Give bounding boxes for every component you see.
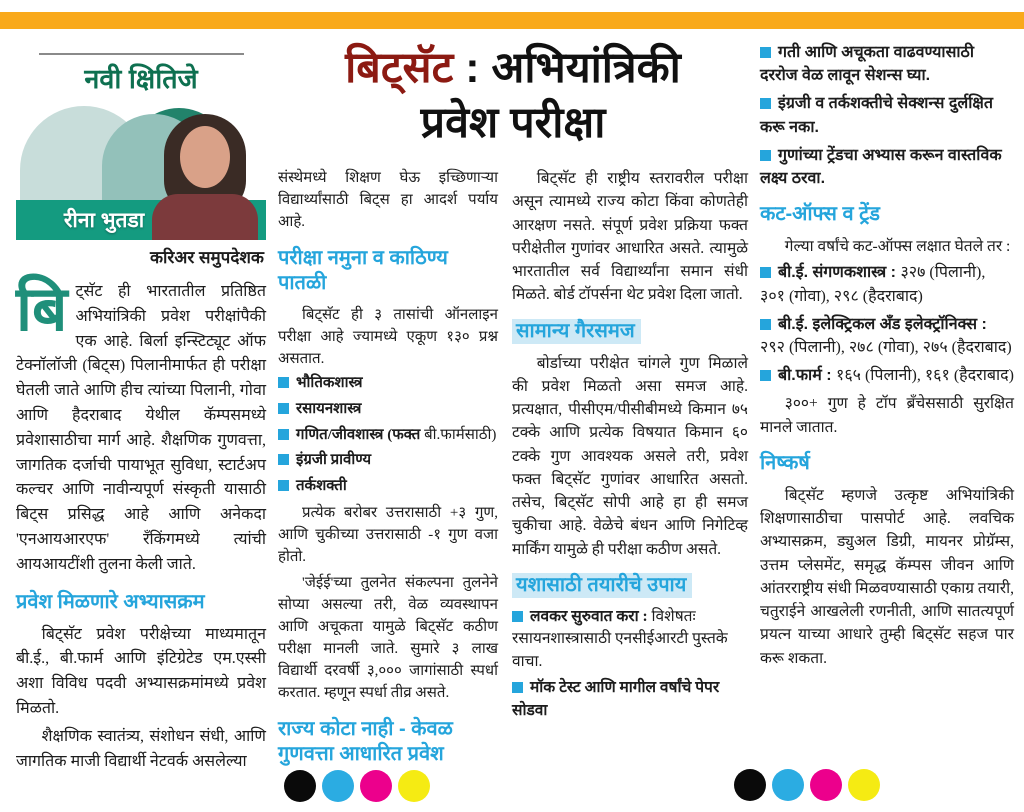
bullet-square-icon [760, 150, 771, 161]
dropcap-letter: बि [16, 275, 68, 344]
cmyk-yellow-dot [848, 769, 880, 801]
subheading-misconceptions: सामान्य गैरसमज [512, 319, 748, 344]
title-highlight: बिट्सॅट [345, 44, 454, 92]
list-item: लवकर सुरुवात करा : विशेषतः रसायनशास्त्रासाठी एनसीईआरटी पुस्तके वाचा. [512, 607, 728, 670]
list-item: इंग्रजी व तर्कशक्तीचे सेक्शन्स दुर्लक्षित करू नका. [760, 95, 993, 136]
article-main [278, 39, 748, 777]
bullet-square-icon [278, 377, 289, 388]
tips-list [512, 606, 748, 722]
cmyk-cyan-dot [322, 770, 354, 802]
list-item: इंग्रजी प्रावीण्य [278, 450, 498, 472]
bullet-square-icon [512, 611, 523, 622]
paragraph: संस्थेमध्ये शिक्षण घेऊ इच्छिणाऱ्या विद्यार्थ्यांसाठी बिट्स हा आदर्श पर्याय आहे. [278, 170, 498, 231]
intro-text: ट्सॅट ही भारतातील प्रतिष्ठित अभियांत्रिकी प्रवेश परीक्षांपैकी एक आहे. बिर्ला इन्स्टिट्यूट ऑफ टेक्नॉलॉजी (बिट्स) पिलानीमार्फत ही परीक्षा घेतली जाते आणि हीच त्यांच्या पिलानी, गोवा आणि हैदराबाद येथील कॅम्पसमध्ये प्रवेशासाठीचा मार्ग आहे. शैक्षणिक गुणवत्ता, जागतिक दर्जाची पायाभूत सुविधा, स्टार्टअप कल्चर आणि नावीन्यपूर्ण संस्कृती यासाठी बिट्स प्रसिद्ध आहे आणि अनेकदा 'एनआयआरएफ' रँकिंगमध्ये त्यांची आयआयटींशी तुलना केली जाते. [16, 283, 266, 573]
bullet-square-icon [760, 267, 771, 278]
cmyk-magenta-dot [360, 770, 392, 802]
author-photo [16, 104, 266, 240]
portrait-face [180, 126, 230, 188]
cmyk-yellow-dot [398, 770, 430, 802]
bullet-square-icon [760, 47, 771, 58]
subheading-courses: प्रवेश मिळणारे अभ्यासक्रम [16, 590, 205, 613]
strategy-list [760, 41, 1014, 190]
top-accent-bar [0, 12, 1024, 29]
subject-list [278, 373, 498, 498]
bullet-square-icon [760, 319, 771, 330]
bullet-square-icon [278, 454, 289, 465]
paragraph: बिट्सॅट प्रवेश परीक्षेच्या माध्यमातून बी.ई., बी.फार्म आणि इंटिग्रेटेड एम.एस्सी अशा विविध पदवी अभ्यासक्रमांमध्ये प्रवेश मिळतो. [16, 625, 266, 717]
cutoff-list [760, 261, 1014, 387]
subheading-conclusion: निष्कर्ष [760, 451, 810, 474]
subheading-prep-tips: यशासाठी तयारीचे उपाय [512, 573, 748, 598]
title-line2: प्रवेश परीक्षा [420, 99, 606, 148]
paragraph: बिट्सॅट म्हणजे उत्कृष्ट अभियांत्रिकी शिक्षणासाठीचा पासपोर्ट आहे. लवचिक अभ्यासक्रम, ड्युअल डिग्री, मायनर प्रोग्रॅम्स, उत्तम प्लेसमेंट, समृद्ध कॅम्पस जीवन आणि आंतरराष्ट्रीय संधी मिळवण्यासाठी एकाग्र तयारी, चतुराईने आखलेली रणनीती, आणि सातत्यपूर्ण प्रयत्न याच्या आधारे तुम्ही बिट्सॅट सहज पार करू शकता. [760, 486, 1014, 667]
cmyk-black-dot [734, 769, 766, 801]
list-item: गती आणि अचूकता वाढवण्यासाठी दररोज वेळ लावून सेशन्स घ्या. [760, 44, 974, 85]
list-item: तर्कशक्ती [278, 476, 498, 498]
column-misconceptions [512, 167, 748, 775]
article-title [278, 41, 748, 151]
list-item: मॉक टेस्ट आणि मागील वर्षांचे पेपर सोडवा [512, 679, 720, 719]
list-item: बी.ई. संगणकशास्त्र : ३२७ (पिलानी), ३०१ (गोवा), २९८ (हैदराबाद) [760, 264, 986, 305]
cmyk-dots-right [734, 769, 880, 801]
column-exam-pattern [278, 167, 498, 775]
cmyk-black-dot [284, 770, 316, 802]
list-item: गणित/जीवशास्त्र (फक्त बी.फार्मसाठी) [278, 425, 498, 447]
paragraph: बिट्सॅट ही ३ तासांची ऑनलाइन परीक्षा आहे ज्यामध्ये एकूण १३० प्रश्न असतात. [278, 306, 498, 367]
list-item: रसायनशास्त्र [278, 399, 498, 421]
author-portrait [150, 114, 260, 240]
subheading-cutoffs: कट-ऑफ्स व ट्रेंड [760, 203, 880, 226]
bullet-square-icon [278, 480, 289, 491]
cmyk-dots-left [284, 770, 430, 802]
column-section-title: नवी क्षितिजे [84, 64, 198, 94]
list-item: बी.फार्म : १६५ (पिलानी), १६१ (हैदराबाद) [760, 364, 1014, 387]
article-content [0, 29, 1024, 777]
paragraph: शैक्षणिक स्वातंत्र्य, संशोधन संधी, आणि जागतिक माजी विद्यार्थी नेटवर्क असलेल्या [16, 727, 266, 770]
cmyk-magenta-dot [810, 769, 842, 801]
title-rest: अभियांत्रिकी [491, 44, 681, 92]
paragraph: 'जेईई'च्या तुलनेत संकल्पना तुलनेने सोप्या असल्या तरी, वेळ व्यवस्थापन आणि अचूकता यामुळे बिट्सॅट कठीण परीक्षा मानली जाते. सुमारे ३ लाख विद्यार्थी दरवर्षी ३,००० जागांसाठी स्पर्धा करतात. म्हणून स्पर्धा तीव्र असते. [278, 574, 498, 702]
portrait-body [152, 194, 258, 240]
paragraph: बिट्सॅट ही राष्ट्रीय स्तरावरील परीक्षा असून त्यामध्ये राज्य कोटा किंवा कोणतेही आरक्षण नसते. संपूर्ण प्रवेश प्रक्रिया फक्त परीक्षेतील गुणांवर आधारित असते. त्यामुळे भारतातील सर्व विद्यार्थ्यांना समान संधी मिळते. बोर्ड टॉपर्सना थेट प्रवेश दिला जातो. [512, 170, 748, 304]
author-role: करिअर समुपदेशक [149, 248, 264, 267]
cmyk-cyan-dot [772, 769, 804, 801]
subheading-no-quota: राज्य कोटा नाही - केवळ गुणवत्ता आधारित प्रवेश [278, 717, 453, 765]
bullet-square-icon [760, 370, 771, 381]
paragraph: बोर्डाच्या परीक्षेत चांगले गुण मिळाले की प्रवेश मिळतो असा समज आहे. प्रत्यक्षात, पीसीएम/पीसीबीमध्ये किमान ७५ टक्के आणि प्रत्येक विषयात किमान ६० टक्के गुण आवश्यक असले तरी, प्रवेश फक्त बिट्सॅट गुणांवर आधारित असतो. तसेच, बिट्सॅट सोपी आहे हा ही समज चुकीचा आहे. वेळेचे बंधन आणि निगेटिव्ह मार्किंग यामुळे ही परीक्षा कठीण असते. [512, 354, 748, 558]
title-separator: : [453, 44, 492, 92]
list-item: गुणांच्या ट्रेंडचा अभ्यास करून वास्तविक लक्ष्य ठरवा. [760, 146, 1002, 187]
divider-line [39, 53, 244, 55]
bullet-square-icon [278, 429, 289, 440]
author-sidebar [16, 39, 266, 777]
bullet-square-icon [278, 403, 289, 414]
middle-columns [278, 167, 748, 775]
paragraph: प्रत्येक बरोबर उत्तरासाठी +३ गुण, आणि चुकीच्या उत्तरासाठी -१ गुण वजा होतो. [278, 504, 498, 566]
intro-paragraph [16, 275, 266, 578]
subheading-exam-pattern: परीक्षा नमुना व काठिण्य पातळी [278, 246, 448, 294]
list-item: बी.ई. इलेक्ट्रिकल अँड इलेक्ट्रॉनिक्स : २९२ (पिलानी), २७८ (गोवा), २७५ (हैदराबाद) [760, 315, 1012, 356]
bullet-square-icon [760, 98, 771, 109]
author-name: रीना भुतडा [63, 209, 145, 232]
list-item: भौतिकशास्त्र [278, 373, 498, 395]
column-cutoffs-conclusion [760, 39, 1014, 777]
paragraph: गेल्या वर्षांचे कट-ऑफ्स लक्षात घेतले तर : [784, 238, 1011, 256]
bullet-square-icon [512, 682, 523, 693]
paragraph: ३००+ गुण हे टॉप ब्रँचेससाठी सुरक्षित मानले जातात. [760, 395, 1014, 436]
